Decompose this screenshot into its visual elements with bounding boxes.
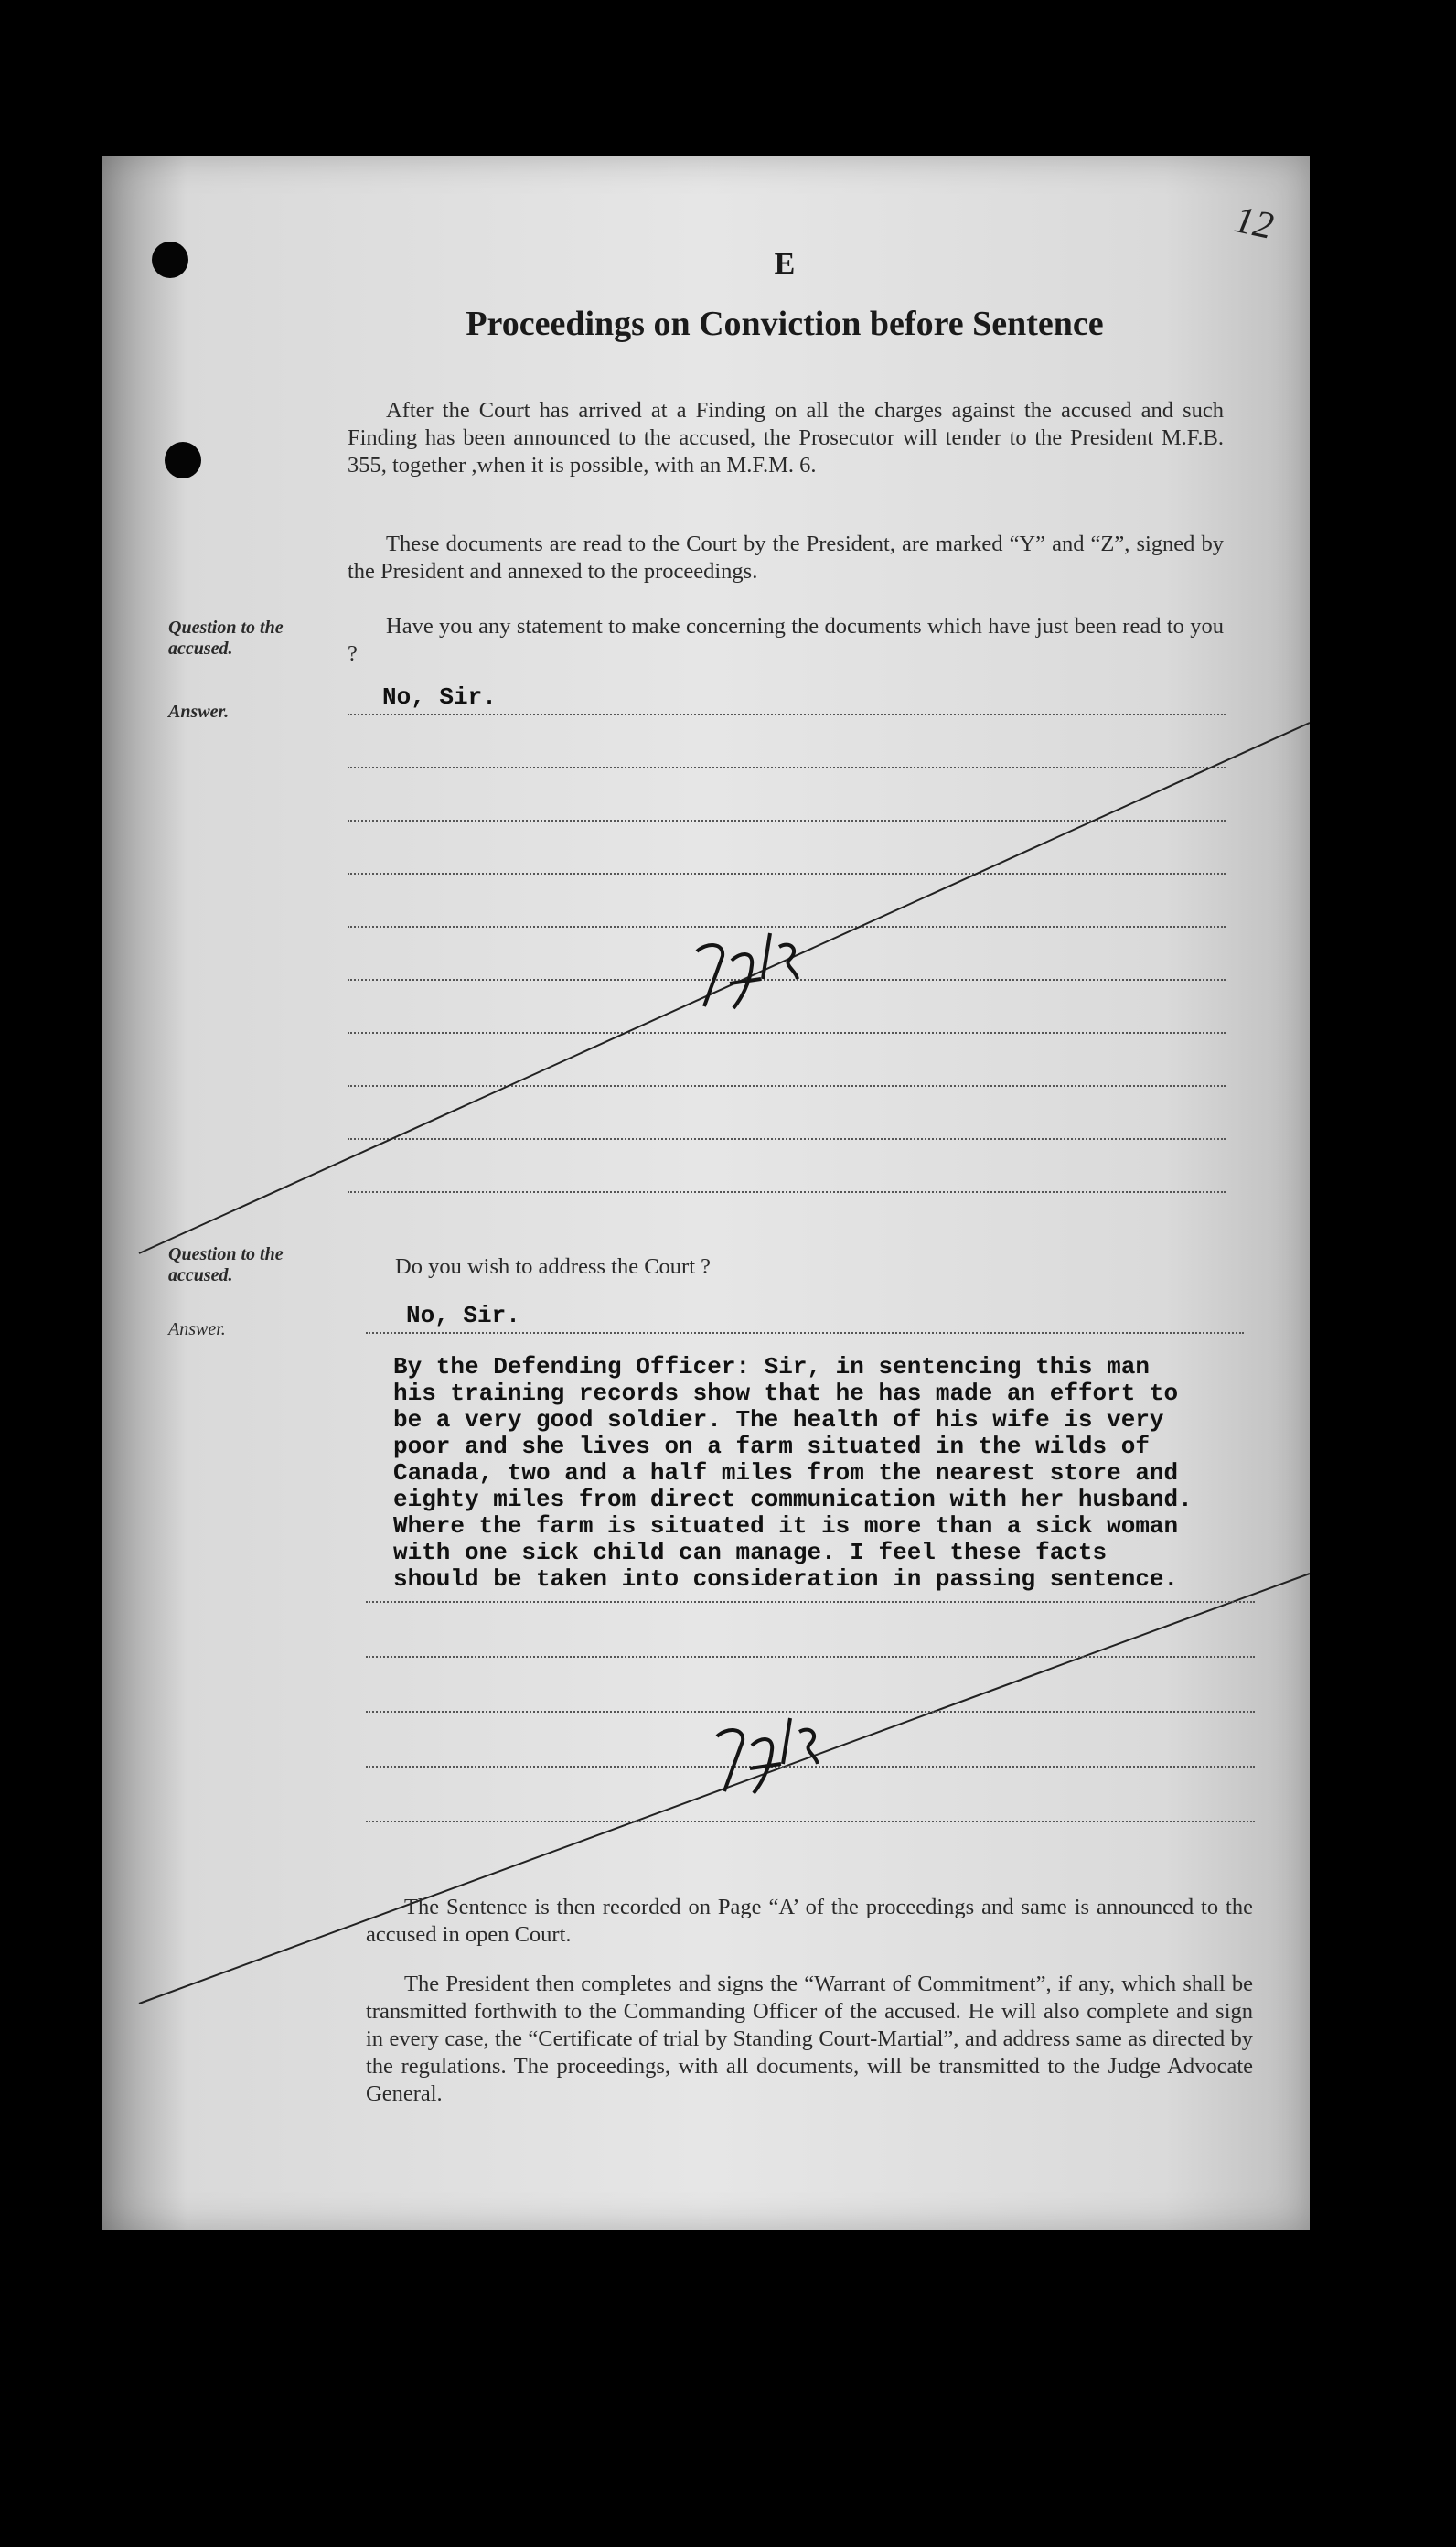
answer-2-line xyxy=(366,1601,1255,1603)
statement-line: poor and she lives on a farm situated in the wilds of xyxy=(393,1433,1150,1460)
statement-line: should be taken into consideration in passing sentence. xyxy=(393,1565,1179,1593)
closing-paragraph-1: The Sentence is then recorded on Page “A’ of the proceedings and same is announced to the accused in open Court. xyxy=(366,1895,1253,1947)
question-1-text: Have you any statement to make concerning the documents which have just been read to you ? xyxy=(348,614,1224,666)
answer-2-line xyxy=(366,1821,1255,1822)
statement-line: eighty miles from direct communication with her husband. xyxy=(393,1486,1193,1513)
answer-2-label: Answer. xyxy=(168,1319,226,1339)
initials-signature-1 xyxy=(688,915,816,1016)
statement-line: with one sick child can manage. I feel these facts xyxy=(393,1539,1108,1566)
statement-line: Canada, two and a half miles from the nearest store and xyxy=(393,1459,1179,1487)
answer-1-label: Answer. xyxy=(168,702,230,722)
closing-paragraph-2: The President then completes and signs the “Warrant of Commitment”, if any, which shall be transmitted forthwith to the Commanding Officer of the accused. He will also complete and sign in every case, the “Certificate of trial by Standing Court-Martial”, and address same as directed by the regulations. The proceedings, with all documents, will be transmitted to the Judge Advocate General. xyxy=(366,1972,1253,2106)
form-letter: E xyxy=(774,247,796,281)
answer-2-line xyxy=(366,1656,1255,1658)
page-number-mark: 12 xyxy=(1230,199,1278,248)
statement-line: his training records show that he has made an effort to xyxy=(393,1380,1179,1407)
initials-signature-2 xyxy=(708,1700,836,1800)
defending-officer-statement xyxy=(393,1354,1193,1593)
intro-paragraph-2: These documents are read to the Court by the President, are marked “Y” and “Z”, signed by the President and annexed to the proceedings. xyxy=(348,532,1224,584)
document-page xyxy=(102,156,1310,2230)
question-2-text: Do you wish to address the Court ? xyxy=(395,1254,711,1279)
statement-line: By the Defending Officer: Sir, in sentencing this man xyxy=(393,1353,1150,1381)
statement-line: be a very good soldier. The health of his wife is very xyxy=(393,1406,1164,1434)
question-2-label: Question to the accused. xyxy=(168,1244,284,1285)
answer-1-text: No, Sir. xyxy=(382,683,497,711)
answer-2-text: No, Sir. xyxy=(406,1302,520,1329)
page-title: Proceedings on Conviction before Sentence xyxy=(466,305,1104,343)
question-1-label: Question to the accused. xyxy=(168,618,284,659)
intro-paragraph-1: After the Court has arrived at a Finding on all the charges against the accused and such Finding has been announced to the accused, the Prosecutor will tender to the President M.F.B. 355, together ,when it is possible, with an M.F.M. 6. xyxy=(348,398,1224,478)
answer-2-line xyxy=(366,1332,1244,1334)
statement-line: Where the farm is situated it is more than a sick woman xyxy=(393,1512,1179,1540)
